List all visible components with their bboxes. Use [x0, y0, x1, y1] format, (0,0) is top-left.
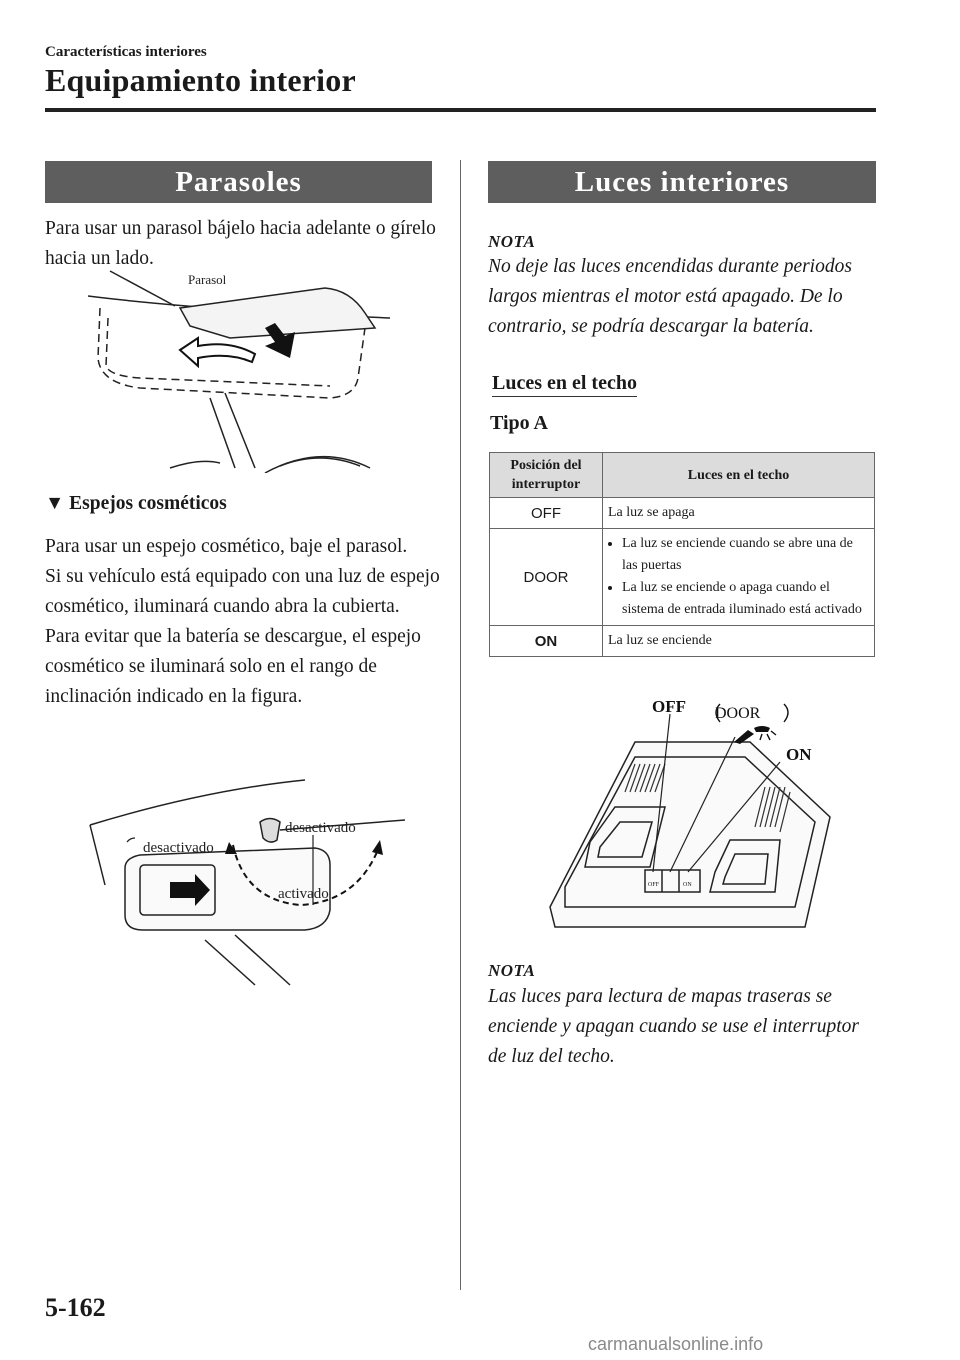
visor-hinge [260, 819, 280, 843]
nota-2-text: Las luces para lectura de mapas traseras se enciende y apagan cuando se use el interruptor de luz del techo. [488, 986, 859, 1067]
section-bar-luces: Luces interiores [488, 161, 876, 203]
switch-label-off: OFF [648, 882, 660, 888]
nota-1-text: No deje las luces encendidas durante periodos largos mientras el motor está apagado. De lo contrario, se podría descargar la batería. [488, 256, 852, 337]
list-item: • La luz se enciende cuando se abre una de las puertas [622, 533, 869, 577]
fig3-label-off: OFF [652, 697, 686, 716]
fig2-label-activado: activado [278, 886, 329, 902]
espejos-text [45, 532, 450, 712]
list-item: • La luz se enciende o apaga cuando el sistema de entrada iluminado está activado [622, 577, 869, 621]
table-header-row [490, 453, 875, 498]
table-cell-desc [603, 529, 875, 626]
subhead-luces-techo: Luces en el techo [492, 372, 637, 397]
table-row [490, 498, 875, 529]
a-pillar-right [225, 393, 255, 468]
page-title: Equipamiento interior [45, 62, 356, 98]
fig3-label-on: ON [786, 745, 812, 764]
table-cell-desc: La luz se enciende [603, 626, 875, 657]
nota-2-label: NOTA [488, 961, 536, 980]
fig1-label-parasol: Parasol [188, 272, 227, 287]
parasol-intro: Para usar un parasol bájelo hacia adelante o gírelo hacia un lado. [45, 218, 436, 269]
ceiling-light-figure [540, 692, 840, 947]
arrow-left-icon [180, 338, 255, 366]
column-divider [460, 160, 461, 1290]
nota-1-label: NOTA [488, 232, 536, 251]
page-number: 5-162 [45, 1293, 106, 1322]
table-cell-pos: DOOR [490, 529, 603, 626]
table-cell-desc: La luz se apaga [603, 498, 875, 529]
switch-label-on: ON [683, 882, 692, 888]
section-label: Características interiores [45, 44, 207, 60]
table-header-lights: Luces en el techo [603, 453, 875, 498]
watermark: carmanualsonline.info [588, 1334, 764, 1354]
espejos-paragraph-3: Para evitar que la batería se descargue, el espejo cosmético se iluminará solo en el rango de inclinación indicado en la figura. [45, 626, 421, 707]
fig2-label-desactivado-left: desactivado [143, 840, 214, 856]
fig3-label-door: DOOR [715, 705, 761, 722]
door-light-icon [734, 726, 776, 744]
console-outline [550, 742, 830, 927]
header-rule [45, 108, 876, 112]
espejos-paragraph-2: Si su vehículo está equipado con una luz de espejo cosmético, iluminará cuando abra la cubierta. [45, 566, 440, 617]
switch-table [489, 452, 875, 657]
tipo-label: Tipo A [490, 412, 548, 434]
section-bar-parasoles: Parasoles [45, 161, 432, 203]
table-row [490, 626, 875, 657]
fig2-label-desactivado-right: desactivado [285, 820, 356, 836]
table-row [490, 529, 875, 626]
espejos-paragraph-1: Para usar un espejo cosmético, baje el parasol. [45, 536, 408, 557]
table-cell-pos: OFF [490, 498, 603, 529]
vanity-mirror-figure [85, 770, 405, 990]
table-header-position: Posición del interruptor [490, 453, 603, 498]
table-cell-pos: ON [490, 626, 603, 657]
subhead-espejos: ▼ Espejos cosméticos [45, 493, 227, 514]
leader-line [110, 271, 175, 306]
sunvisor-figure [80, 268, 400, 473]
